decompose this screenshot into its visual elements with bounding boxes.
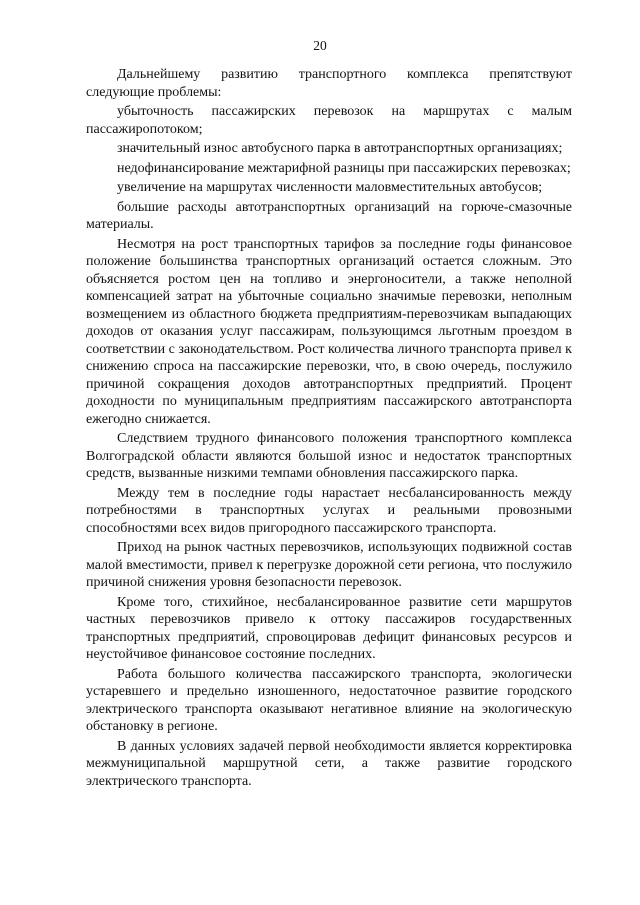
paragraph-priority-task: В данных условиях задачей первой необходимости является корректировка межмуниципальной маршрутной сети, а также развитие городского электрического транспорта. bbox=[86, 738, 572, 789]
page-number: 20 bbox=[313, 38, 327, 53]
paragraph-route-network: Кроме того, стихийное, несбалансированное развитие сети маршрутов частных перевозчиков привело к оттоку пассажиров государственных транспортных предприятий, спровоцировав дефицит финансовых ресурсов и неустойчивое финансовое состояние последних. bbox=[86, 594, 572, 662]
document-body bbox=[86, 66, 572, 790]
paragraph-ecology: Работа большого количества пассажирского транспорта, экологически устаревшего и предельно изношенного, недостаточное развитие городского электрического транспорта оказывают негативное влияние на экологическую обстановку в регионе. bbox=[86, 666, 572, 734]
paragraph-private-carriers: Приход на рынок частных перевозчиков, использующих подвижной состав малой вместимости, привел к перегрузке дорожной сети региона, что послужило причиной снижения уровня безопасности перевозок. bbox=[86, 540, 572, 590]
list-item-bus-fleet-wear: значительный износ автобусного парка в автотранспортных организациях; bbox=[117, 141, 563, 156]
paragraph-financial-situation: Несмотря на рост транспортных тарифов за последние годы финансовое положение большинства транспортных организаций остается сложным. Это объясняется ростом цен на топливо и энергоносители, а также неполной компенсацией затрат на убыточные социально значимые перевозки, неполным возмещением из областного бюджета предприятиям-перевозчикам выпадающих доходов от оказания услуг пассажирам, пользующимся льготным проездом в соответствии с законодательством. Рост количества личного транспорта привел к снижению спроса на пассажирские перевозки, что, в свою очередь, послужило причиной сокращения доходов автотранспортных предприятий. Процент доходности по муниципальным предприятиям пассажирского автотранспорта ежегодно снижается. bbox=[86, 236, 572, 427]
paragraph-consequences: Следствием трудного финансового положения транспортного комплекса Волгоградской области являются большой износ и недостаток транспортных средств, вызванные низкими темпами обновления пассажирского парка. bbox=[86, 431, 572, 481]
paragraph-intro: Дальнейшему развитию транспортного комплекса препятствуют следующие проблемы: bbox=[86, 67, 572, 100]
list-item-small-buses: увеличение на маршрутах численности маловместительных автобусов; bbox=[117, 180, 543, 195]
list-item-underfunding: недофинансирование межтарифной разницы при пассажирских перевозках; bbox=[117, 160, 571, 176]
paragraph-imbalance: Между тем в последние годы нарастает несбалансированность между потребностями в транспортных услугах и реальными провозными способностями всех видов пригородного пассажирского транспорта. bbox=[86, 485, 572, 536]
list-item-unprofitability: убыточность пассажирских перевозок на маршрутах с малым пассажиропотоком; bbox=[86, 104, 572, 137]
list-item-fuel-costs: большие расходы автотранспортных организаций на горюче-смазочные материалы. bbox=[86, 199, 572, 232]
